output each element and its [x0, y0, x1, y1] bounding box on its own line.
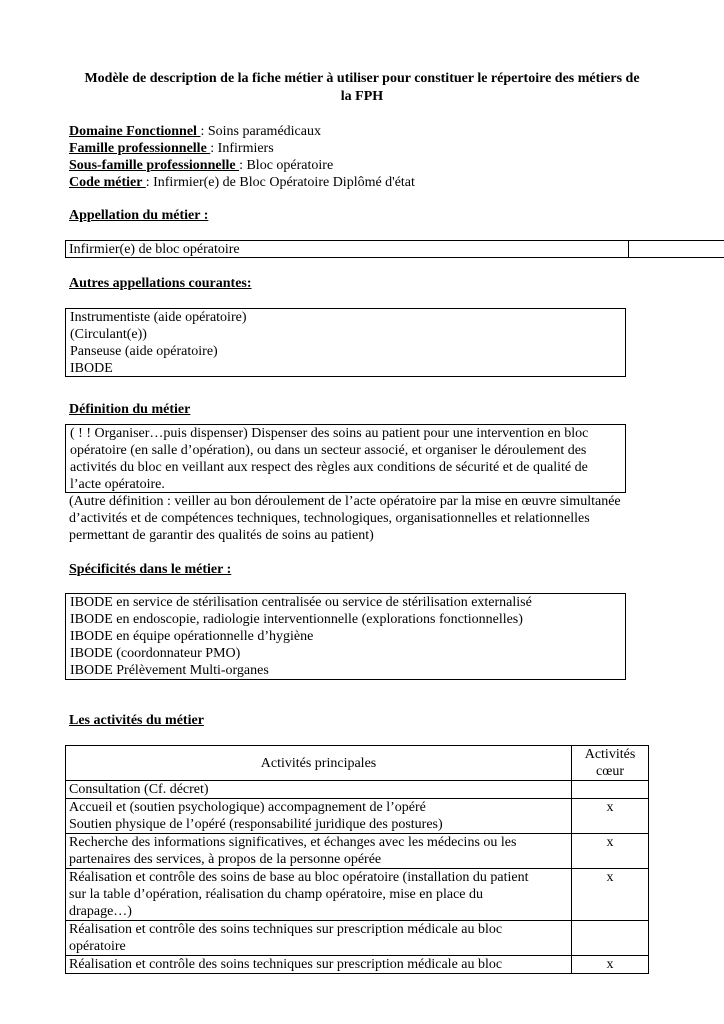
domaine-value: : Soins paramédicaux — [200, 124, 321, 139]
activity-cell — [66, 834, 572, 869]
metadata-block — [69, 123, 669, 191]
activity-line: Soutien physique de l’opéré (responsabilité juridique des postures) — [69, 817, 443, 832]
autres-heading: Autres appellations courantes: — [69, 276, 252, 291]
title-line-1: Modèle de description de la fiche métier à utiliser pour constituer le répertoire des métiers de — [84, 71, 640, 86]
col2-line-1: Activités — [584, 747, 636, 762]
activity-line: Réalisation et contrôle des soins de base au bloc opératoire (installation du patient — [69, 870, 529, 885]
activity-cell — [66, 799, 572, 834]
alt-definition-line: d’activités et de compétences techniques, technologiques, organisationnelles et relationnelles — [69, 511, 590, 526]
activity-line: sur la table d’opération, réalisation du champ opératoire, mise en place du — [69, 887, 484, 902]
activity-cell — [66, 921, 572, 956]
activity-cell — [66, 869, 572, 921]
activity-line: partenaires des services, à propos de la personne opérée — [69, 852, 382, 867]
meta-sousfamille — [69, 157, 669, 174]
col-activites-principales: Activités principales — [66, 746, 572, 781]
domaine-label: Domaine Fonctionnel — [69, 124, 201, 139]
definition-heading: Définition du métier — [69, 402, 191, 417]
famille-value: : Infirmiers — [210, 141, 274, 156]
core-mark — [572, 781, 649, 799]
famille-label: Famille professionnelle — [69, 141, 211, 156]
activity-line: Réalisation et contrôle des soins techniques sur prescription médicale au bloc — [69, 957, 503, 972]
meta-domaine — [69, 123, 669, 140]
alt-definition-line: (Autre définition : veiller au bon déroulement de l’acte opératoire par la mise en œuvre simultanée — [69, 494, 621, 509]
core-mark: x — [572, 869, 649, 921]
specificite-item: IBODE en service de stérilisation centralisée ou service de stérilisation externalisé — [70, 595, 532, 610]
definition-line: l’acte opératoire. — [70, 477, 165, 492]
table-row — [66, 956, 649, 974]
meta-famille — [69, 140, 669, 157]
activity-cell — [66, 781, 572, 799]
alt-definition-line: permettant de garantir des qualités de soins au patient) — [69, 528, 374, 543]
specificite-item: IBODE en endoscopie, radiologie interventionnelle (explorations fonctionnelles) — [70, 612, 523, 627]
specificites-heading: Spécificités dans le métier : — [69, 562, 232, 577]
core-mark — [572, 921, 649, 956]
activity-line: Recherche des informations significatives, et échanges avec les médecins ou les — [69, 835, 517, 850]
definition-box — [65, 424, 626, 493]
appellation-box — [65, 240, 724, 258]
core-mark: x — [572, 956, 649, 974]
code-value: : Infirmier(e) de Bloc Opératoire Diplômé d'état — [145, 175, 415, 190]
col-activites-coeur — [572, 746, 649, 781]
autres-item: Instrumentiste (aide opératoire) — [70, 310, 247, 325]
definition-line: activités du bloc en veillant aux respect des règles aux conditions de sécurité et de qualité de — [70, 460, 588, 475]
core-mark: x — [572, 834, 649, 869]
activites-table — [65, 745, 649, 974]
activity-line: opératoire — [69, 939, 126, 954]
specificite-item: IBODE Prélèvement Multi-organes — [70, 663, 269, 678]
specificite-item: IBODE en équipe opérationnelle d’hygiène — [70, 629, 314, 644]
table-row — [66, 781, 649, 799]
activity-line: Consultation (Cf. décret) — [69, 782, 209, 797]
document-title — [60, 70, 664, 106]
appellation-value: Infirmier(e) de bloc opératoire — [66, 241, 629, 257]
title-line-2: la FPH — [340, 89, 384, 104]
activity-line: Réalisation et contrôle des soins techniques sur prescription médicale au bloc — [69, 922, 503, 937]
table-row — [66, 921, 649, 956]
meta-code — [69, 174, 669, 191]
activity-cell — [66, 956, 572, 974]
col2-line-2: cœur — [596, 764, 624, 779]
definition-alternate — [69, 493, 669, 544]
activity-line: Accueil et (soutien psychologique) accompagnement de l’opéré — [69, 800, 426, 815]
specificites-box — [65, 593, 626, 680]
definition-line: opératoire (en salle d’opération), ou dans un secteur associé, et organiser le déroulement des — [70, 443, 587, 458]
table-header-row — [66, 746, 649, 781]
specificite-item: IBODE (coordonnateur PMO) — [70, 646, 241, 661]
table-row — [66, 869, 649, 921]
sousfamille-label: Sous-famille professionnelle — [69, 158, 240, 173]
core-mark: x — [572, 799, 649, 834]
table-row — [66, 799, 649, 834]
autres-box — [65, 308, 626, 377]
code-label: Code métier — [69, 175, 146, 190]
activity-line: drapage…) — [69, 904, 132, 919]
autres-item: (Circulant(e)) — [70, 327, 147, 342]
table-row — [66, 834, 649, 869]
definition-line: ( ! ! Organiser…puis dispenser) Dispenser des soins au patient pour une intervention en bloc — [70, 426, 589, 441]
sousfamille-value: : Bloc opératoire — [239, 158, 334, 173]
autres-item: Panseuse (aide opératoire) — [70, 344, 218, 359]
activites-heading: Les activités du métier — [69, 713, 204, 728]
appellation-heading: Appellation du métier : — [69, 208, 209, 223]
autres-item: IBODE — [70, 361, 113, 376]
